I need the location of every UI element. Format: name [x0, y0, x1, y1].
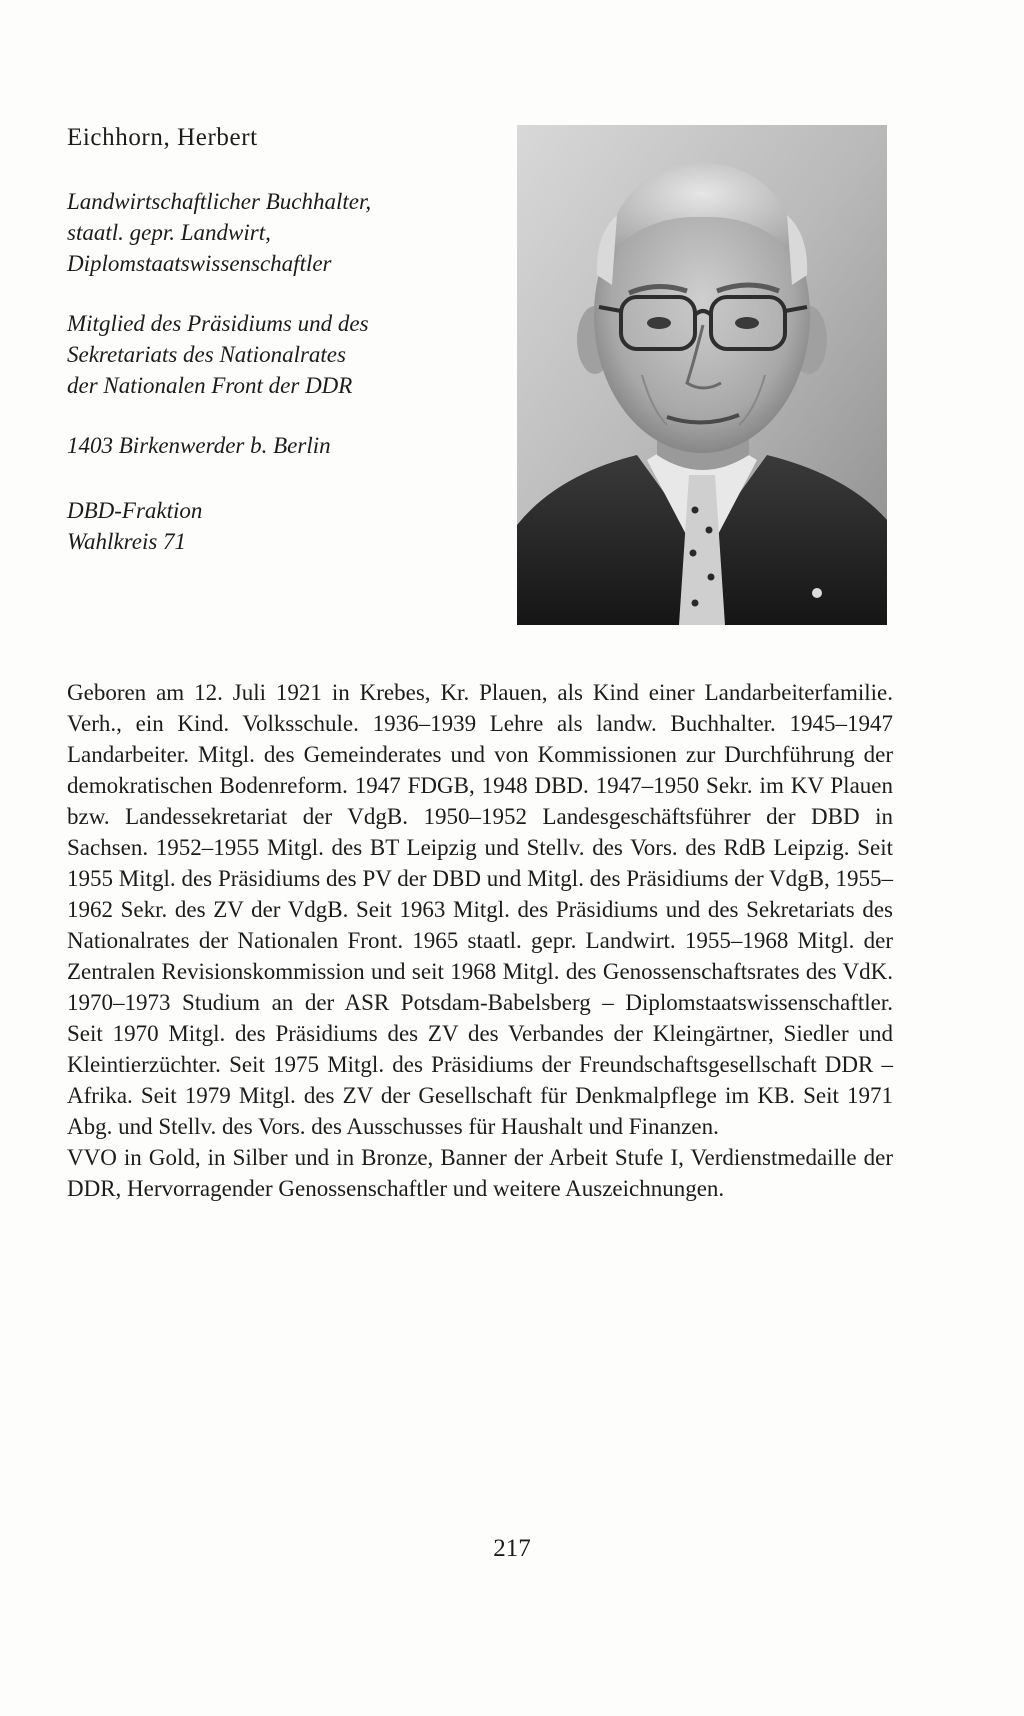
address-line: 1403 Birkenwerder b. Berlin — [67, 433, 331, 458]
portrait-photo — [517, 125, 887, 625]
address — [67, 430, 331, 461]
person-name: Eichhorn, Herbert — [67, 124, 258, 151]
functions-block — [67, 308, 369, 401]
faction-line: DBD-Fraktion — [67, 498, 203, 523]
page-number: 217 — [493, 1535, 531, 1562]
function-line: Mitglied des Präsidiums und des — [67, 311, 369, 336]
profession-block — [67, 186, 371, 279]
function-line: Sekretariats des Nationalrates — [67, 342, 346, 367]
profession-line: Landwirtschaftlicher Buchhalter, — [67, 189, 372, 214]
awards-paragraph: VVO in Gold, in Silber und in Bronze, Banner der Arbeit Stufe I, Verdienstmedaille der DDR, Hervorragender Genossenschaftler und weitere Auszeichnungen. — [67, 1145, 893, 1201]
function-line: der Nationalen Front der DDR — [67, 373, 353, 398]
biography — [67, 677, 893, 1204]
faction-block — [67, 495, 202, 557]
constituency-line: Wahlkreis 71 — [67, 529, 187, 554]
profession-line: staatl. gepr. Landwirt, — [67, 220, 271, 245]
profession-line: Diplomstaatswissenschaftler — [67, 251, 332, 276]
biography-paragraph: Geboren am 12. Juli 1921 in Krebes, Kr. Plauen, als Kind einer Landarbeiterfamilie. Verh., ein Kind. Volksschule. 1936–1939 Lehre als landw. Buchhalter. 1945–1947 Landarbeiter. Mitgl. des Gemeinderates und von Kommissionen zur Durchführung der demokratischen Bodenreform. 1947 FDGB, 1948 DBD. 1947–1950 Sekr. im KV Plauen bzw. Landessekretariat der VdgB. 1950–1952 Landesgeschäftsführer der DBD in Sachsen. 1952–1955 Mitgl. des BT Leipzig und Stellv. des Vors. des RdB Leipzig. Seit 1955 Mitgl. des Präsidiums des PV der DBD und Mitgl. des Präsidiums der VdgB, 1955–1962 Sekr. des ZV der VdgB. Seit 1963 Mitgl. des Präsidiums und des Sekretariats des Nationalrates der Nationalen Front. 1965 staatl. gepr. Landwirt. 1955–1968 Mitgl. der Zentralen Revisionskommission und seit 1968 Mitgl. des Genossenschaftsrates des VdK. 1970–1973 Studium an der ASR Potsdam-Babelsberg – Diplomstaatswissenschaftler. Seit 1970 Mitgl. des Präsidiums des ZV des Verbandes der Kleingärtner, Siedler und Kleintierzüchter. Seit 1975 Mitgl. des Präsidiums der Freundschaftsgesellschaft DDR – Afrika. Seit 1979 Mitgl. des ZV der Gesellschaft für Denkmalpflege im KB. Seit 1971 Abg. und Stellv. des Vors. des Ausschusses für Haushalt und Finanzen. — [67, 680, 893, 1139]
